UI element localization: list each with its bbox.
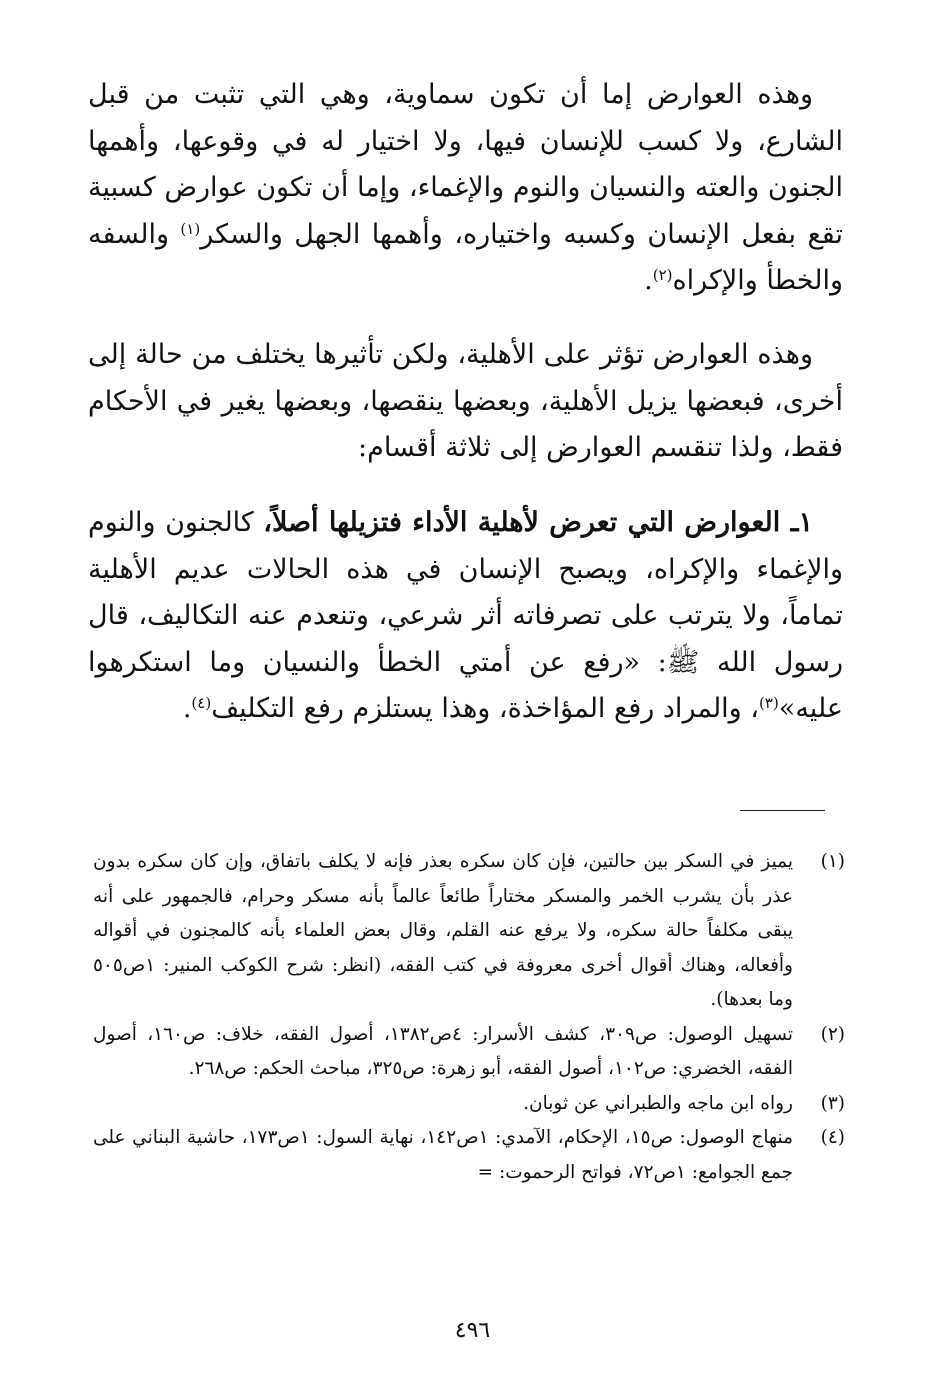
paragraph-2 [88, 332, 843, 472]
footnote-separator [740, 810, 825, 811]
paragraph-1-main: وهذه العوارض إما أن تكون سماوية، وهي التي تثبت من قبل الشارع، ولا كسب للإنسان فيها، ولا اختيار له في وقوعها، وأهمها الجنون والعته والنسيان والنوم والإغماء، وإما أن تكون عوارض كسبية تقع بفعل الإنسان وكسبه واختياره، وأهمها الجهل والسكر [88, 79, 843, 250]
paragraph-1-text [88, 72, 843, 305]
footnote-text: تسهيل الوصول: ص٣٠٩، كشف الأسرار: ٤ص١٣٨٢، أصول الفقه، خلاف: ص١٦٠، أصول الفقه، الخضري: ص١٠٢، أصول الفقه، أبو زهرة: ص٣٢٥، مباحث الحكم: ص٢٦٨. [93, 1023, 793, 1079]
page-number: ٤٩٦ [454, 1318, 491, 1343]
paragraph-3-text [88, 500, 843, 733]
footnote-1 [93, 845, 845, 1018]
paragraph-1-end: . [644, 265, 653, 296]
footnote-ref-4[interactable]: (٤) [191, 694, 212, 712]
paragraph-2-text: وهذه العوارض تؤثر على الأهلية، ولكن تأثيرها يختلف من حالة إلى أخرى، فبعضها يزيل الأهلية، وبعضها ينقصها، وبعضها يغير في الأحكام فقط، ولذا تنقسم العوارض إلى ثلاثة أقسام: [88, 339, 843, 463]
paragraph-3 [88, 500, 843, 733]
footnote-text: يميز في السكر بين حالتين، فإن كان سكره بعذر فإنه لا يكلف باتفاق، وإن كان سكره بدون عذر بأن يشرب الخمر والمسكر مختاراً طائعاً عالماً بأنه مسكر وحرام، فالجمهور على أنه يبقى مكلفاً حالة سكره، ولا يرفع عنه القلم، وقال بعض العلماء بأنه كالمجنون في أقواله وأفعاله، وهناك أقوال أخرى معروفة في كتب الفقه، (انظر: شرح الكوكب المنير: ١ص٥٠٥ وما بعدها). [93, 851, 793, 1010]
footnote-4 [93, 1121, 845, 1190]
paragraph-3-continuation: ، والمراد رفع المؤاخذة، وهذا يستلزم رفع التكليف [211, 693, 760, 724]
footnote-2 [93, 1018, 845, 1087]
footnote-number: (١) [820, 851, 845, 872]
footnote-number: (٢) [820, 1023, 845, 1045]
footnote-ref-3[interactable]: (٣) [759, 694, 779, 712]
footnote-3 [93, 1087, 845, 1122]
paragraph-1-continuation: والسفه والخطأ والإكراه [88, 218, 843, 296]
paragraph-3-end: . [182, 693, 192, 724]
footnote-text: منهاج الوصول: ص١٥، الإحكام، الآمدي: ١ص١٤٢، نهاية السول: ١ص١٧٣، حاشية البناني على جمع الجوامع: ١ص٧٢، فواتح الرحموت: = [93, 1127, 794, 1183]
footnote-ref-1[interactable]: (١) [180, 219, 201, 238]
footnote-number: (٣) [820, 1092, 845, 1114]
section-heading: ١ـ العوارض التي تعرض لأهلية الأداء فتزيلها أصلاً، [263, 507, 813, 538]
footnote-ref-2[interactable]: (٢) [652, 266, 673, 284]
footnote-number: (٤) [820, 1127, 845, 1148]
footnote-text: رواه ابن ماجه والطبراني عن ثوبان. [523, 1092, 793, 1114]
footnotes [93, 845, 845, 1190]
paragraph-1 [88, 72, 843, 305]
paragraph-3-main: كالجنون والنوم والإغماء والإكراه، ويصبح الإنسان في هذه الحالات عديم الأهلية تماماً، ولا يترتب على تصرفاته أثر شرعي، وتنعدم عنه التكاليف، قال رسول الله ﷺ: «رفع عن أمتي الخطأ والنسيان وما استكرهوا عليه» [88, 507, 843, 724]
